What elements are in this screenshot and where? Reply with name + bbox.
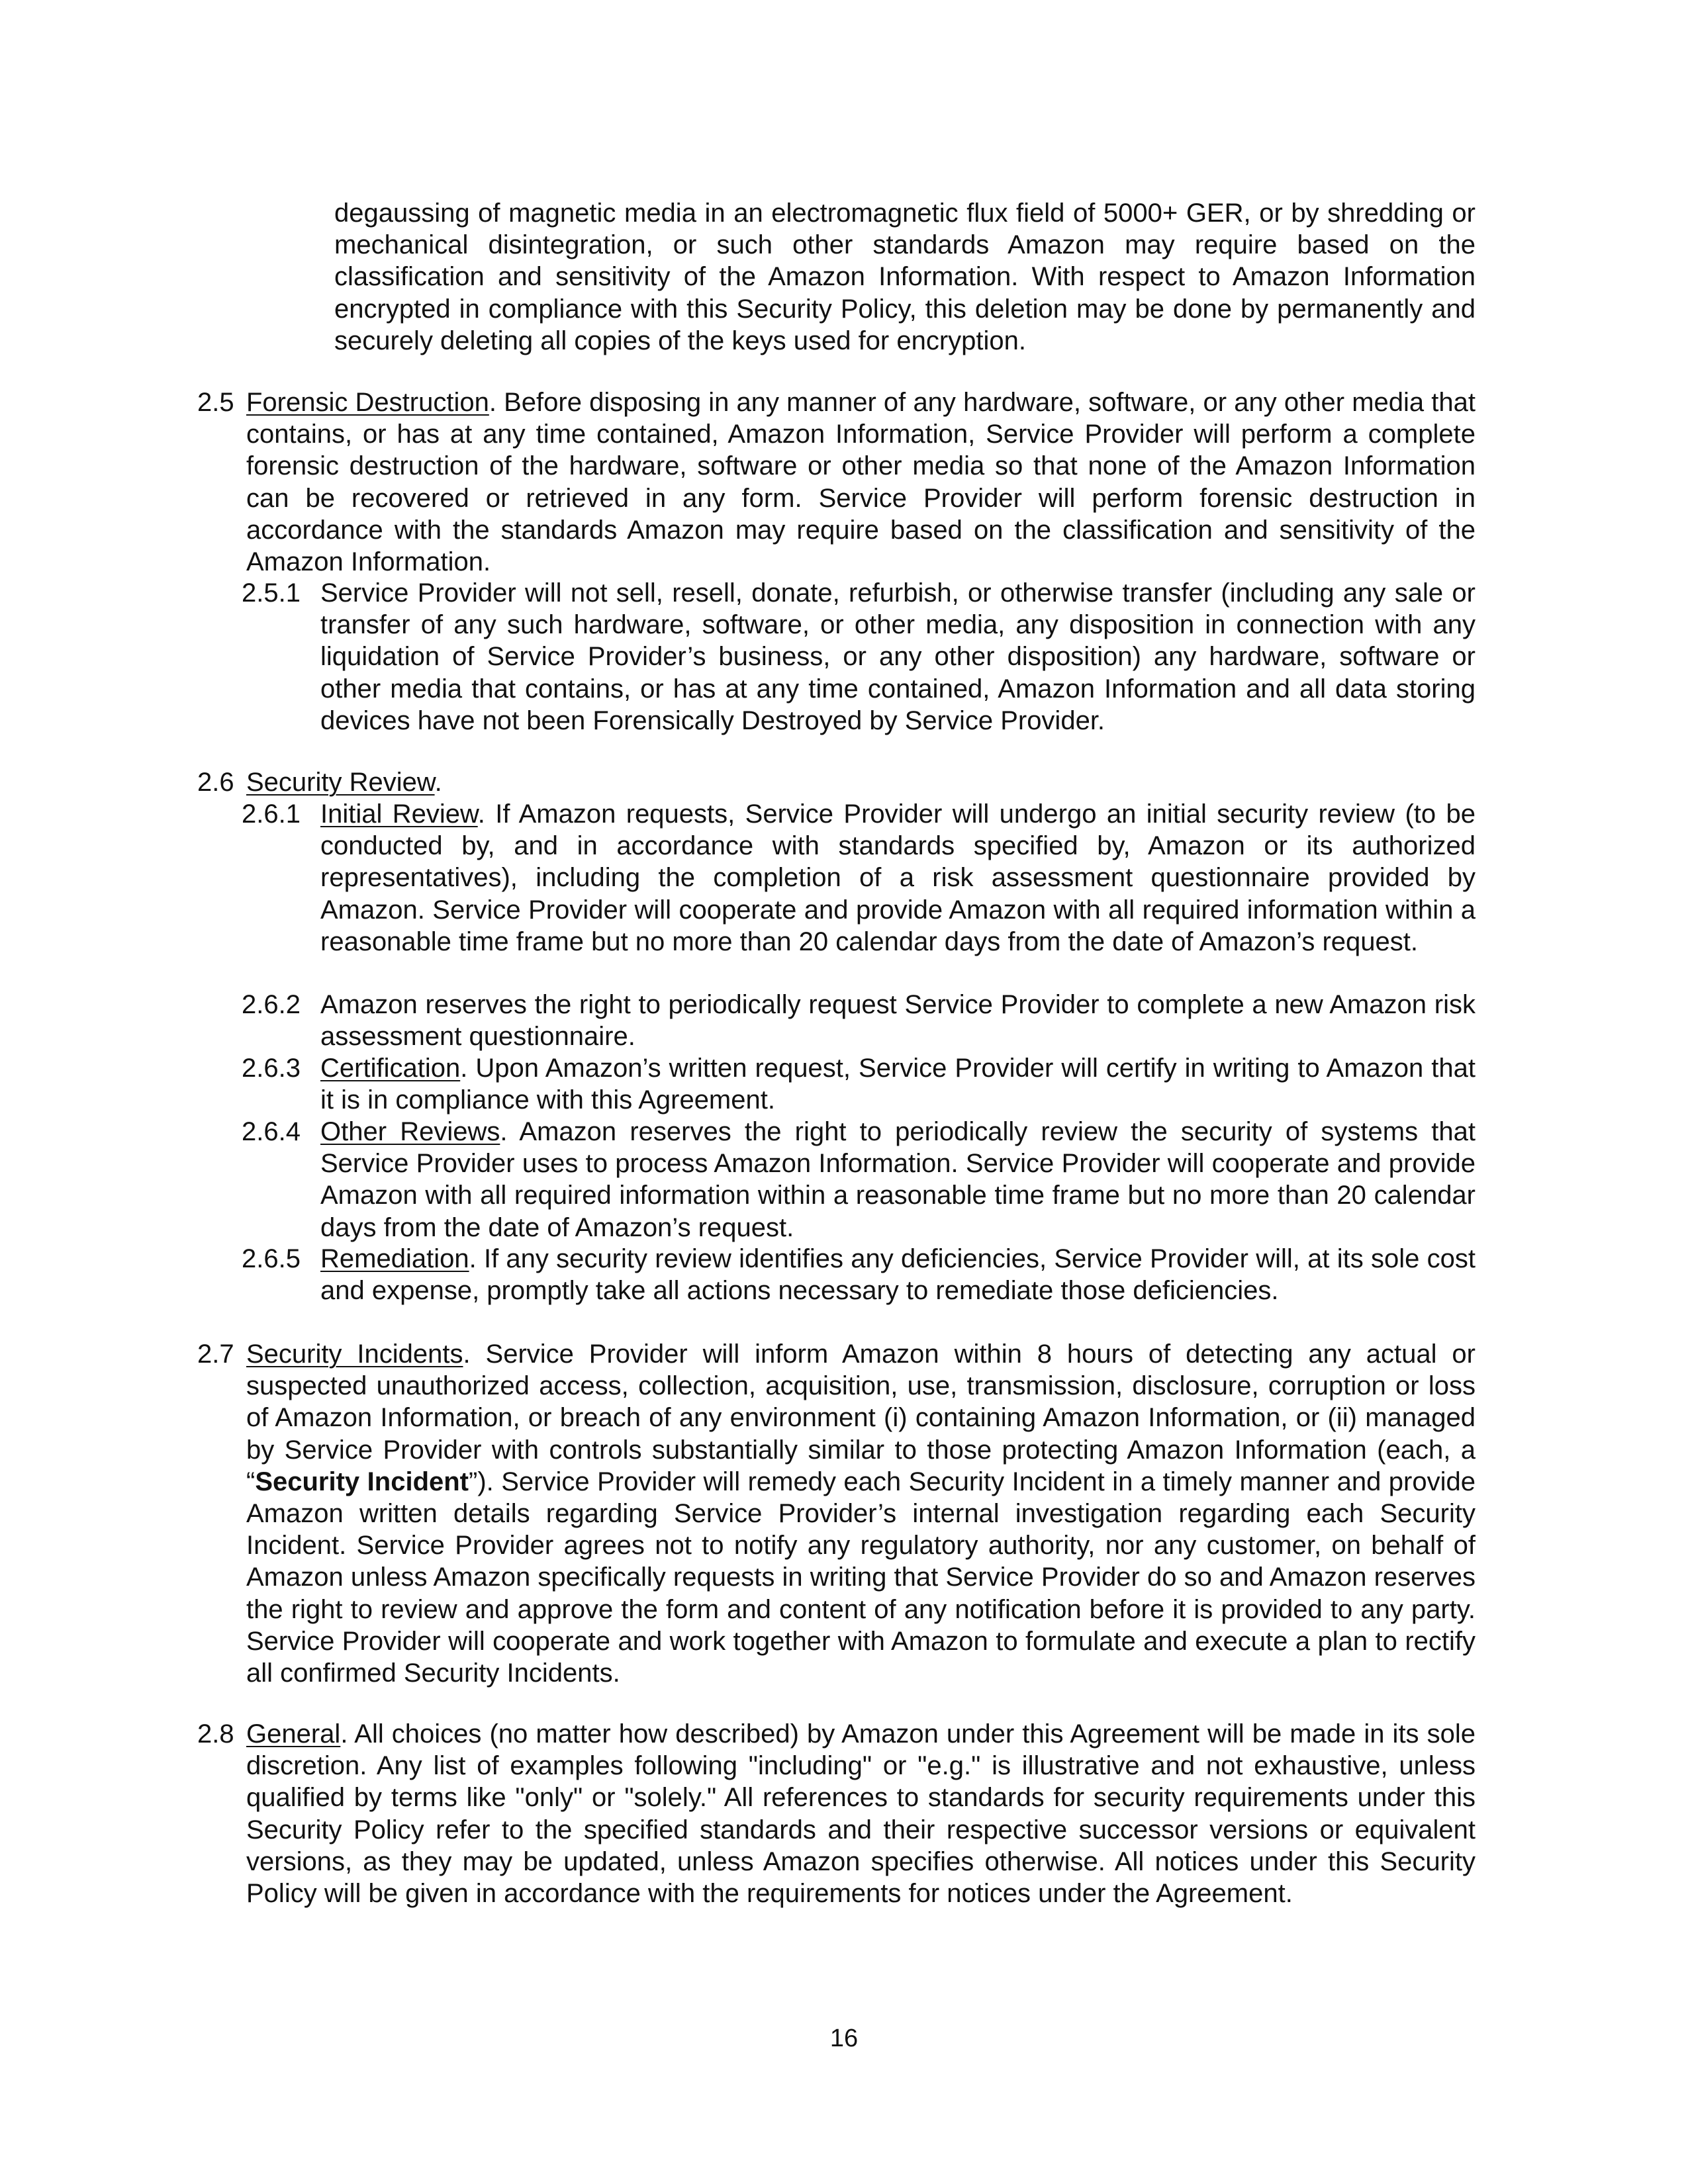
section-2-6-heading: Security Review — [246, 768, 435, 797]
section-number-2-6-5: 2.6.5 — [242, 1244, 301, 1273]
section-2-7 — [246, 1338, 1476, 1689]
section-2-7-text-after: ”). Service Provider will remedy each Security Incident in a timely manner and provide Amazon written details regarding Service Provider’s internal investigation regarding each Security Incident. Service Provider agrees not to notify any regulatory authority, nor any customer, on behalf of Amazon unless Amazon specifically requests in writing that Service Provider do so and Amazon reserves the right to review and approve the form and content of any notification before it is provided to any party. Service Provider will cooperate and work together with Amazon to formulate and execute a plan to rectify all confirmed Security Incidents. — [246, 1467, 1476, 1688]
section-2-5-heading: Forensic Destruction — [246, 388, 489, 417]
section-2-6-4-text: . Amazon reserves the right to periodically review the security of systems that Service Provider uses to process Amazon Information. Service Provider will cooperate and provide Amazon with all required information within a reasonable time frame but no more than 20 calendar days from the date of Amazon’s request. — [320, 1117, 1476, 1242]
section-number-2-6-4: 2.6.4 — [242, 1117, 301, 1146]
section-2-5 — [246, 387, 1476, 578]
section-2-5-text: . Before disposing in any manner of any hardware, software, or any other media that contains, or has at any time contained, Amazon Information, Service Provider will perform a complete forensic destruction of the hardware, software or other media so that none of the Amazon Information can be recovered or retrieved in any form. Service Provider will perform forensic destruction in accordance with the standards Amazon may require based on the classification and sensitivity of the Amazon Information. — [246, 388, 1476, 577]
section-2-6-3-text: . Upon Amazon’s written request, Service Provider will certify in writing to Amazon that it is in compliance with this Agreement. — [320, 1054, 1476, 1115]
continued-paragraph: degaussing of magnetic media in an electromagnetic flux field of 5000+ GER, or by shredding or mechanical disintegration, or such other standards Amazon may require based on the classification and sensitivity of the Amazon Information. With respect to Amazon Information encrypted in compliance with this Security Policy, this deletion may be done by permanently and securely deleting all copies of the keys used for encryption. — [334, 199, 1476, 355]
section-number-2-6-2: 2.6.2 — [242, 990, 301, 1019]
section-2-6-5 — [320, 1243, 1476, 1306]
section-2-6-text: . — [434, 768, 442, 797]
section-2-6-3 — [320, 1052, 1476, 1116]
section-2-6-3-heading: Certification — [320, 1054, 461, 1083]
section-2-8 — [246, 1718, 1476, 1909]
section-number-2-8: 2.8 — [197, 1719, 234, 1749]
section-number-2-5: 2.5 — [197, 388, 234, 417]
section-2-8-heading: General — [246, 1719, 341, 1749]
section-number-2-6-1: 2.6.1 — [242, 799, 301, 829]
section-2-6-4-heading: Other Reviews — [320, 1117, 500, 1146]
section-2-6-4 — [320, 1116, 1476, 1244]
page-number: 16 — [829, 2025, 859, 2052]
section-2-6-5-heading: Remediation — [320, 1244, 469, 1273]
section-2-5-1: Service Provider will not sell, resell, donate, refurbish, or otherwise transfer (including any sale or transfer of any such hardware, software, or other media, any disposition in connection with any liquidation of Service Provider’s business, or any other disposition) any hardware, software or other media that contains, or has at any time contained, Amazon Information and all data storing devices have not been Forensically Destroyed by Service Provider. — [320, 578, 1476, 735]
section-2-6-1 — [320, 798, 1476, 958]
section-2-6-2: Amazon reserves the right to periodically request Service Provider to complete a new Amazon risk assessment questionnaire. — [320, 990, 1476, 1052]
section-2-7-text-before: . Service Provider will inform Amazon within 8 hours of detecting any actual or suspected unauthorized access, collection, acquisition, use, transmission, disclosure, corruption or loss of Amazon Information, or breach of any environment (i) containing Amazon Information, or (ii) managed by Service Provider with controls substantially similar to those protecting Amazon Information (each, a “ — [246, 1340, 1476, 1496]
section-number-2-5-1: 2.5.1 — [242, 578, 301, 608]
section-number-2-6-3: 2.6.3 — [242, 1054, 301, 1083]
section-2-6 — [246, 766, 1476, 798]
section-number-2-7: 2.7 — [197, 1340, 234, 1369]
section-2-6-1-heading: Initial Review — [320, 799, 478, 829]
security-incident-term: Security Incident — [255, 1467, 469, 1496]
section-2-7-heading: Security Incidents — [246, 1340, 463, 1369]
section-2-6-5-text: . If any security review identifies any deficiencies, Service Provider will, at its sole cost and expense, promptly take all actions necessary to remediate those deficiencies. — [320, 1244, 1476, 1306]
section-2-8-text: . All choices (no matter how described) by Amazon under this Agreement will be made in its sole discretion. Any list of examples following "including" or "e.g." is illustrative and not exhaustive, unless qualified by terms like "only" or "solely." All references to standards for security requirements under this Security Policy refer to the specified standards and their respective successor versions or equivalent versions, as they may be updated, unless Amazon specifies otherwise. All notices under this Security Policy will be given in accordance with the requirements for notices under the Agreement. — [246, 1719, 1476, 1909]
section-number-2-6: 2.6 — [197, 768, 234, 797]
section-2-6-1-text: . If Amazon requests, Service Provider will undergo an initial security review (to be conducted by, and in accordance with standards specified by, Amazon or its authorized representatives), including the completion of a risk assessment questionnaire provided by Amazon. Service Provider will cooperate and provide Amazon with all required information within a reasonable time frame but no more than 20 calendar days from the date of Amazon’s request. — [320, 799, 1476, 956]
